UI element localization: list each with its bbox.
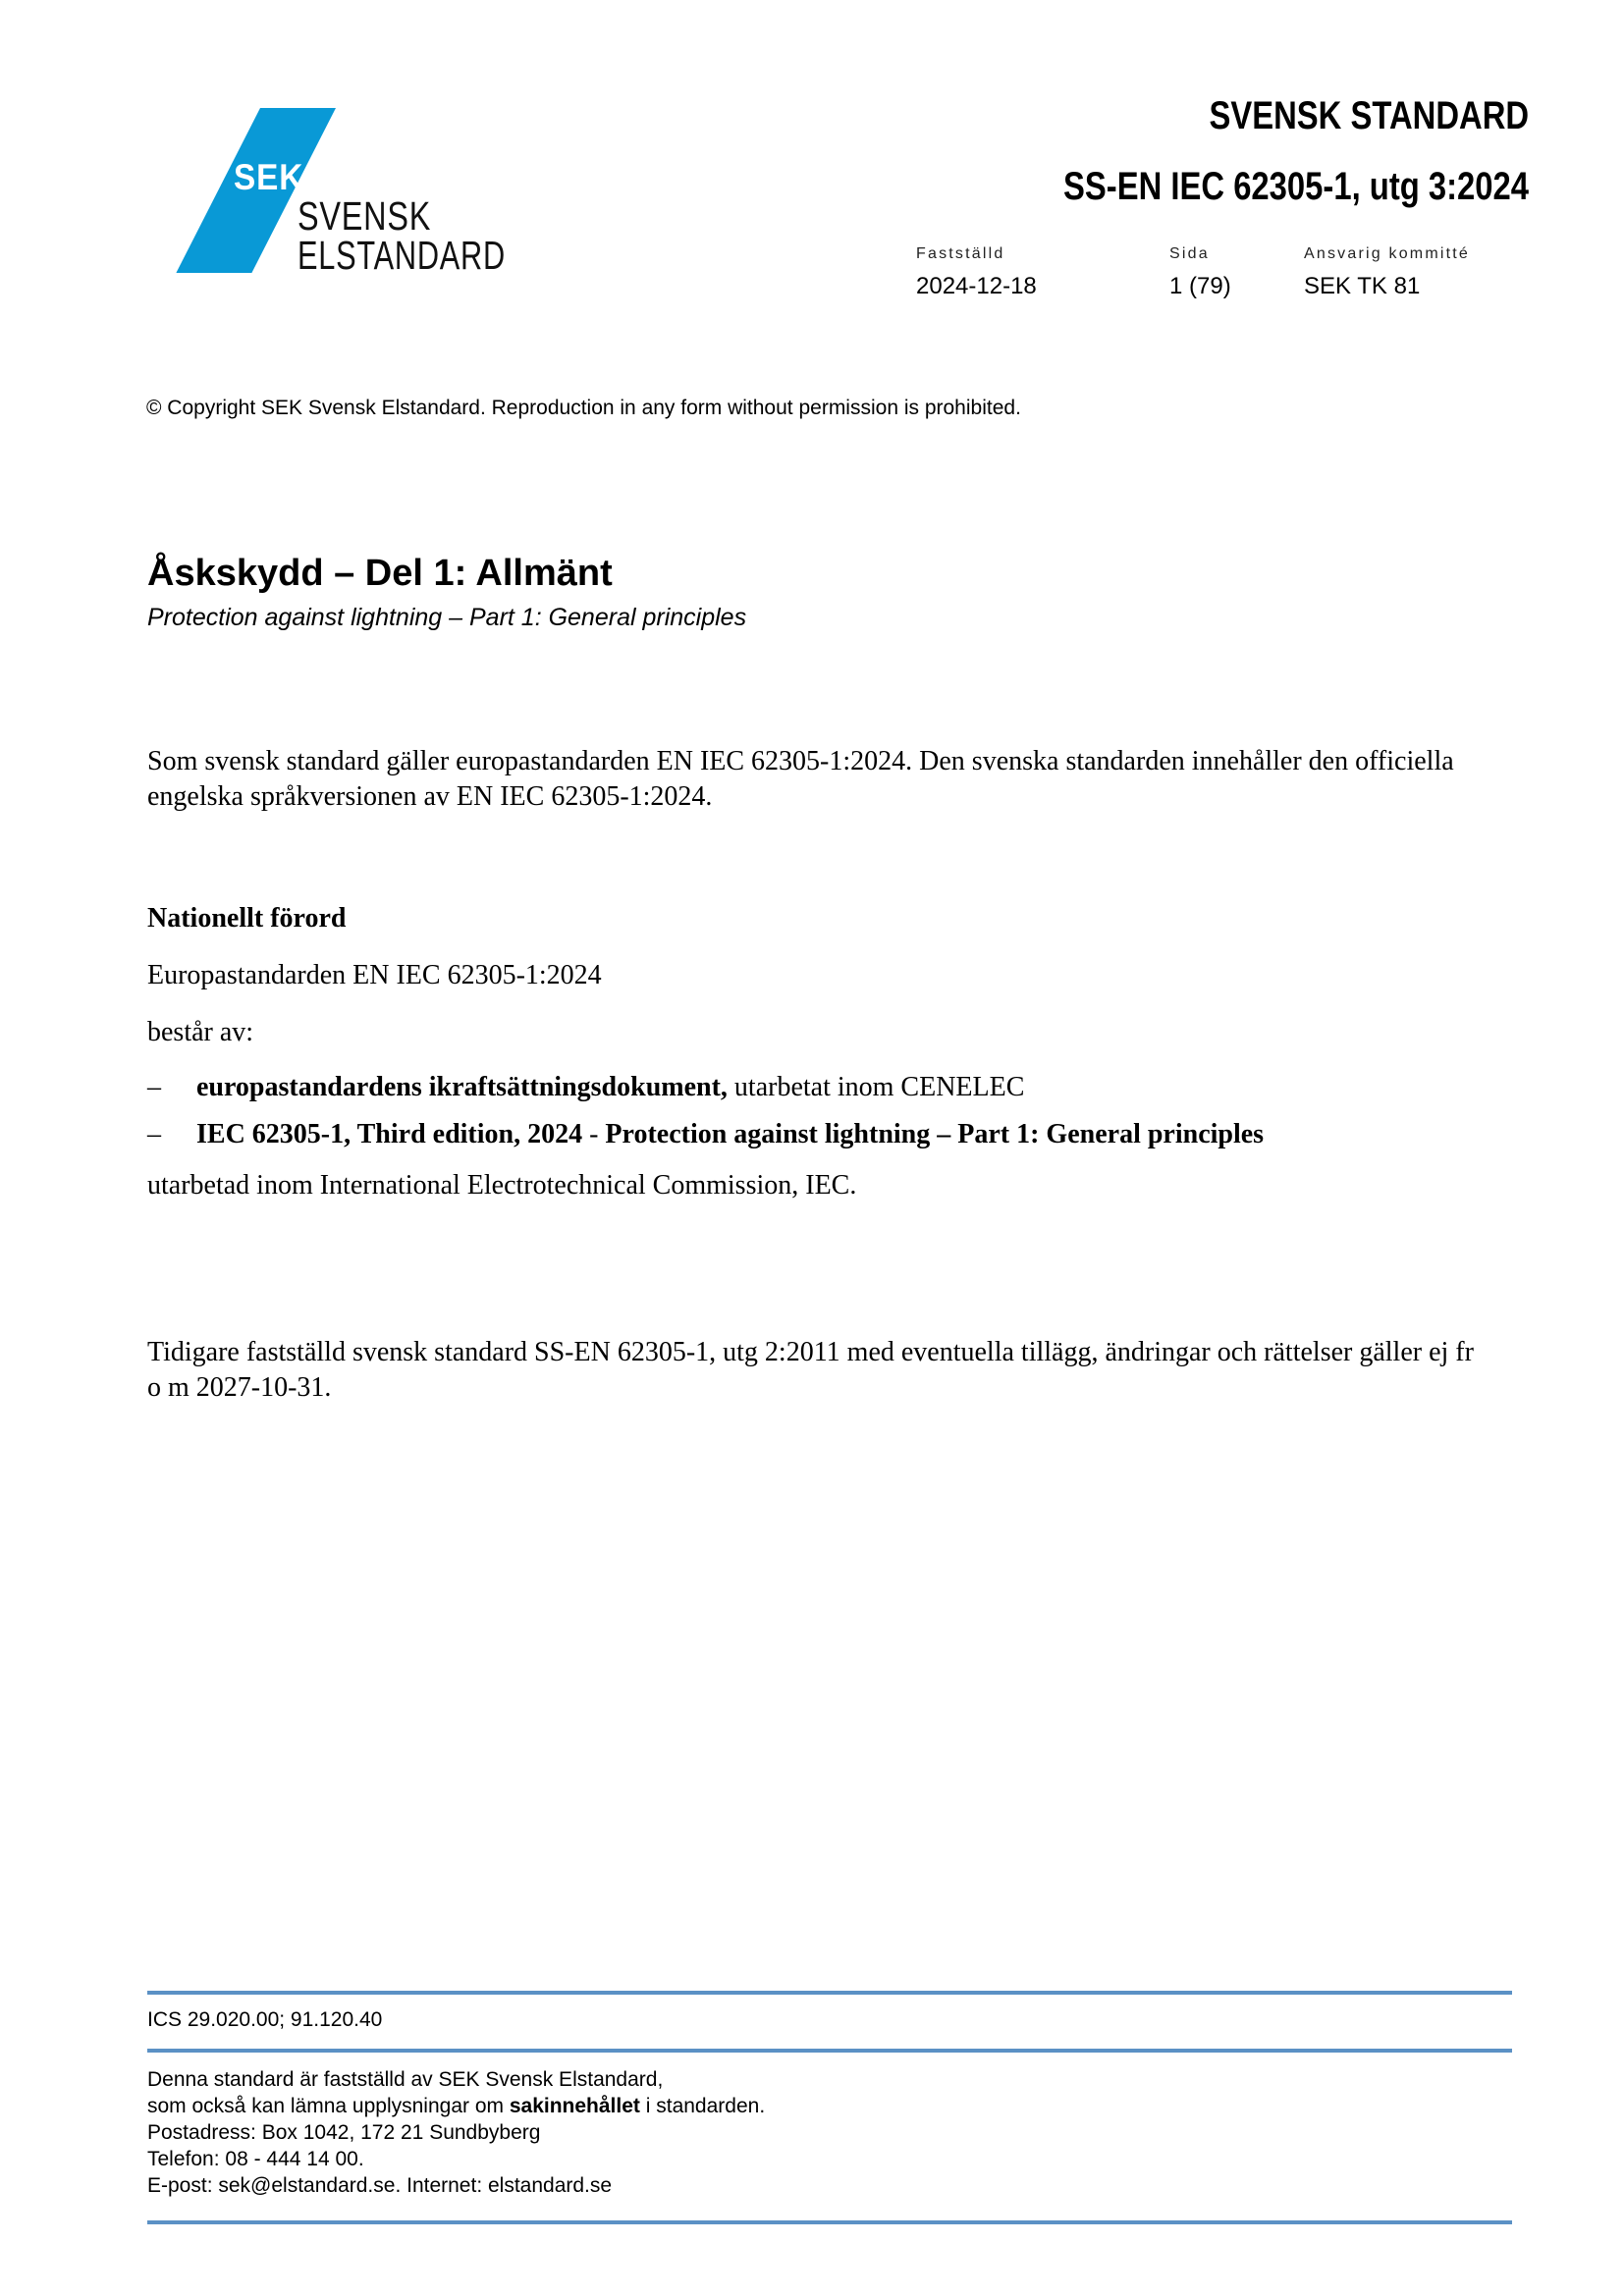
list-dash: – xyxy=(147,1119,161,1149)
publisher-postal-address: Postadress: Box 1042, 172 21 Sundbyberg xyxy=(147,2121,541,2144)
meta-committee xyxy=(1304,245,1470,300)
list-item-cenelec xyxy=(147,1070,1512,1105)
footer-rule-bottom xyxy=(147,2220,1512,2224)
list-item-bold-text2: Protection against lightning – Part 1: General principles xyxy=(605,1119,1265,1149)
logo-org-name-line2: ELSTANDARD xyxy=(298,233,506,278)
list-item-bold-text: IEC 62305-1, Third edition, 2024 xyxy=(196,1119,583,1149)
list-item-separator: - xyxy=(582,1119,606,1149)
title-swedish: Åskskydd – Del 1: Allmänt xyxy=(147,553,613,594)
publisher-line2 xyxy=(147,2093,765,2119)
national-foreword-heading: Nationellt förord xyxy=(147,903,347,934)
intro-paragraph: Som svensk standard gäller europastandarden EN IEC 62305-1:2024. Den svenska standarden innehåller den officiella engelska språkversionen av EN IEC 62305-1:2024. xyxy=(147,746,1454,812)
publisher-info xyxy=(147,2066,765,2199)
footer-rule-middle xyxy=(147,2049,1512,2053)
european-standard-line: Europastandarden EN IEC 62305-1:2024 xyxy=(147,960,602,990)
publisher-line2-post: i standarden. xyxy=(639,2095,766,2117)
publisher-line1: Denna standard är fastställd av SEK Svensk Elstandard, xyxy=(147,2068,664,2091)
meta-established-label: Fastställd xyxy=(916,245,1005,262)
ics-codes: ICS 29.020.00; 91.120.40 xyxy=(147,2008,383,2031)
copyright-notice: © Copyright SEK Svensk Elstandard. Reproduction in any form without permission is prohibited. xyxy=(146,397,1021,419)
meta-committee-value: SEK TK 81 xyxy=(1304,273,1421,299)
publisher-line2-bold: sakinnehållet xyxy=(509,2095,640,2117)
footer-rule-top xyxy=(147,1991,1512,1995)
previous-standard-note: Tidigare fastställd svensk standard SS-EN 62305-1, utg 2:2011 med eventuella tillägg, ändringar och rättelser gäller ej fr o m 2027-10-31. xyxy=(147,1337,1474,1403)
meta-page xyxy=(1169,245,1231,300)
meta-page-label: Sida xyxy=(1169,245,1210,262)
publisher-email-web: E-post: sek@elstandard.se. Internet: elstandard.se xyxy=(147,2174,613,2197)
meta-established-value: 2024-12-18 xyxy=(916,273,1037,299)
developed-by-line: utarbetad inom International Electrotechnical Commission, IEC. xyxy=(147,1170,857,1201)
logo-org-name-line1: SVENSK xyxy=(298,193,432,239)
consists-of-line: består av: xyxy=(147,1017,254,1047)
document-id-heading: SS-EN IEC 62305-1, utg 3:2024 xyxy=(1063,165,1529,208)
title-english: Protection against lightning – Part 1: General principles xyxy=(147,604,747,631)
meta-committee-label: Ansvarig kommitté xyxy=(1304,245,1470,262)
document-type-heading: SVENSK STANDARD xyxy=(1209,94,1529,137)
list-dash: – xyxy=(147,1072,161,1102)
list-item-iec xyxy=(147,1117,1512,1152)
sek-logo-text: SEK xyxy=(234,157,304,197)
publisher-phone: Telefon: 08 - 444 14 00. xyxy=(147,2148,364,2170)
list-item-regular-text: utarbetat inom CENELEC xyxy=(727,1072,1025,1102)
meta-established xyxy=(916,245,1037,300)
meta-page-value: 1 (79) xyxy=(1169,273,1231,299)
list-item-bold-text: europastandardens ikraftsättningsdokument, xyxy=(196,1072,728,1102)
publisher-line2-pre: som också kan lämna upplysningar om xyxy=(147,2095,510,2117)
